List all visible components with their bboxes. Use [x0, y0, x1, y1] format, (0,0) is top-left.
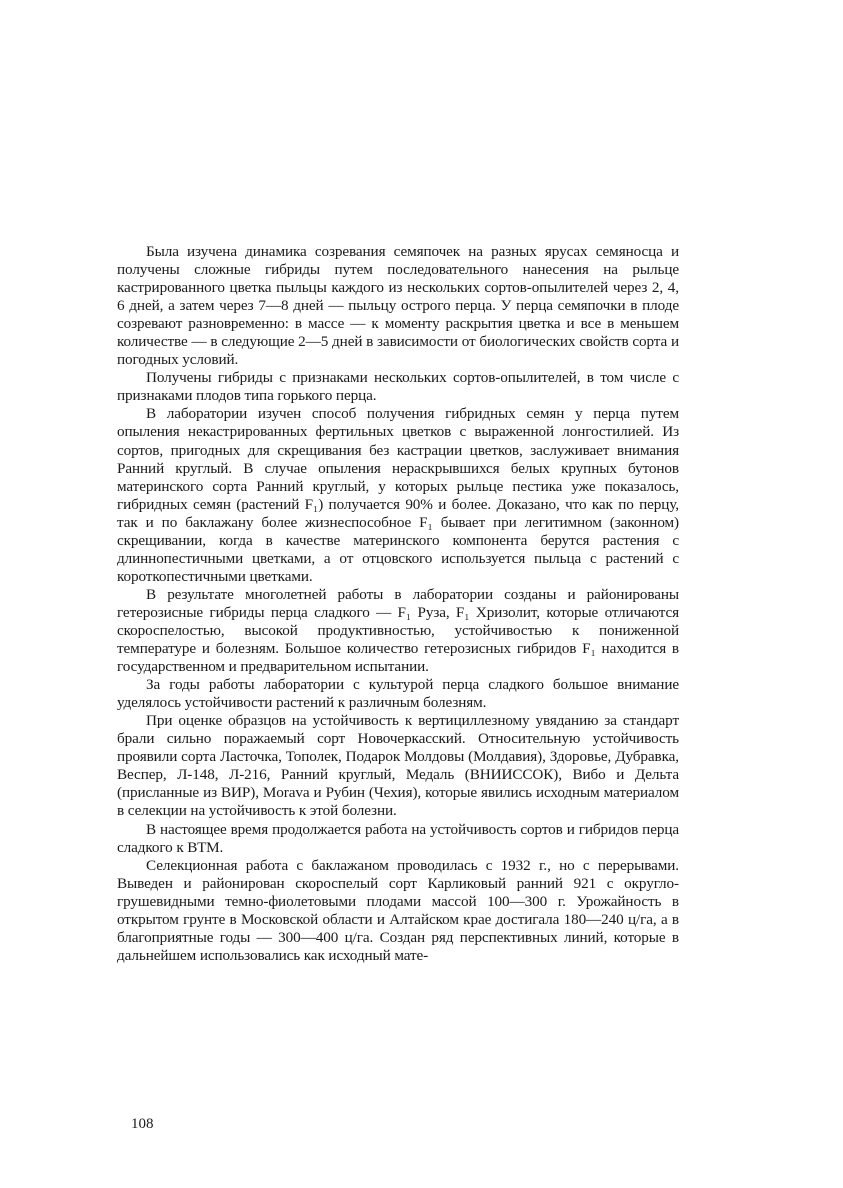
- page-number: 108: [131, 1116, 154, 1132]
- paragraph: Получены гибриды с признаками нескольких сортов-опылителей, в том числе с признаками плодов типа горького перца.: [117, 369, 679, 405]
- paragraph: Селекционная работа с баклажаном проводилась с 1932 г., но с перерывами. Выведен и районирован скороспелый сорт Карликовый ранний 921 с округло-грушевидными темно-фиолетовыми плодами массой 100—300 г. Урожайность в открытом грунте в Московской области и Алтайском крае достигала 180—240 ц/га, а в благоприятные годы — 300—400 ц/га. Создан ряд перспективных линий, которые в дальнейшем использовались как исходный мате-: [117, 856, 679, 964]
- paragraph: За годы работы лаборатории с культурой перца сладкого большое внимание уделялось устойчивости растений к различным болезням.: [117, 676, 679, 712]
- paragraph: В лаборатории изучен способ получения гибридных семян у перца путем опыления некастрированных фертильных цветков с выраженной лонгостилией. Из сортов, пригодных для скрещивания без кастрации цветков, заслуживает внимания Ранний круглый. В случае опыления нераскрывшихся белых крупных бутонов материнского сорта Ранний круглый, у которых рыльце пестика уже показалось, гибридных семян (растений F₁) получается 90% и более. Доказано, что как по перцу, так и по баклажану более жизнеспособное F₁ бывает при легитимном (законном) скрещивании, когда в качестве материнского компонента берутся растения с длиннопестичными цветками, а от отцовского используется пыльца с растений с короткопестичными цветками.: [117, 405, 679, 585]
- paragraph: При оценке образцов на устойчивость к вертициллезному увяданию за стандарт брали сильно поражаемый сорт Новочеркасский. Относительную устойчивость проявили сорта Ласточка, Тополек, Подарок Молдовы (Молдавия), Здоровье, Дубравка, Веспер, Л-148, Л-216, Ранний круглый, Медаль (ВНИИССОК), Вибо и Дельта (присланные из ВИР), Morava и Рубин (Чехия), которые явились исходным материалом в селекции на устойчивость к этой болезни.: [117, 712, 679, 820]
- body-text: [117, 243, 679, 965]
- paragraph: В настоящее время продолжается работа на устойчивость сортов и гибридов перца сладкого к ВТМ.: [117, 820, 679, 856]
- paragraph: Была изучена динамика созревания семяпочек на разных ярусах семяносца и получены сложные гибриды путем последовательного нанесения на рыльце кастрированного цветка пыльцы каждого из нескольких сортов-опылителей через 2, 4, 6 дней, а затем через 7—8 дней — пыльцу острого перца. У перца семяпочки в плоде созревают разновременно: в массе — к моменту раскрытия цветка и все в меньшем количестве — в следующие 2—5 дней в зависимости от биологических свойств сорта и погодных условий.: [117, 243, 679, 369]
- paragraph: В результате многолетней работы в лаборатории созданы и районированы гетерозисные гибриды перца сладкого — F₁ Руза, F₁ Хризолит, которые отличаются скороспелостью, высокой продуктивностью, устойчивостью к пониженной температуре и болезням. Большое количество гетерозисных гибридов F₁ находится в государственном и предварительном испытании.: [117, 585, 679, 676]
